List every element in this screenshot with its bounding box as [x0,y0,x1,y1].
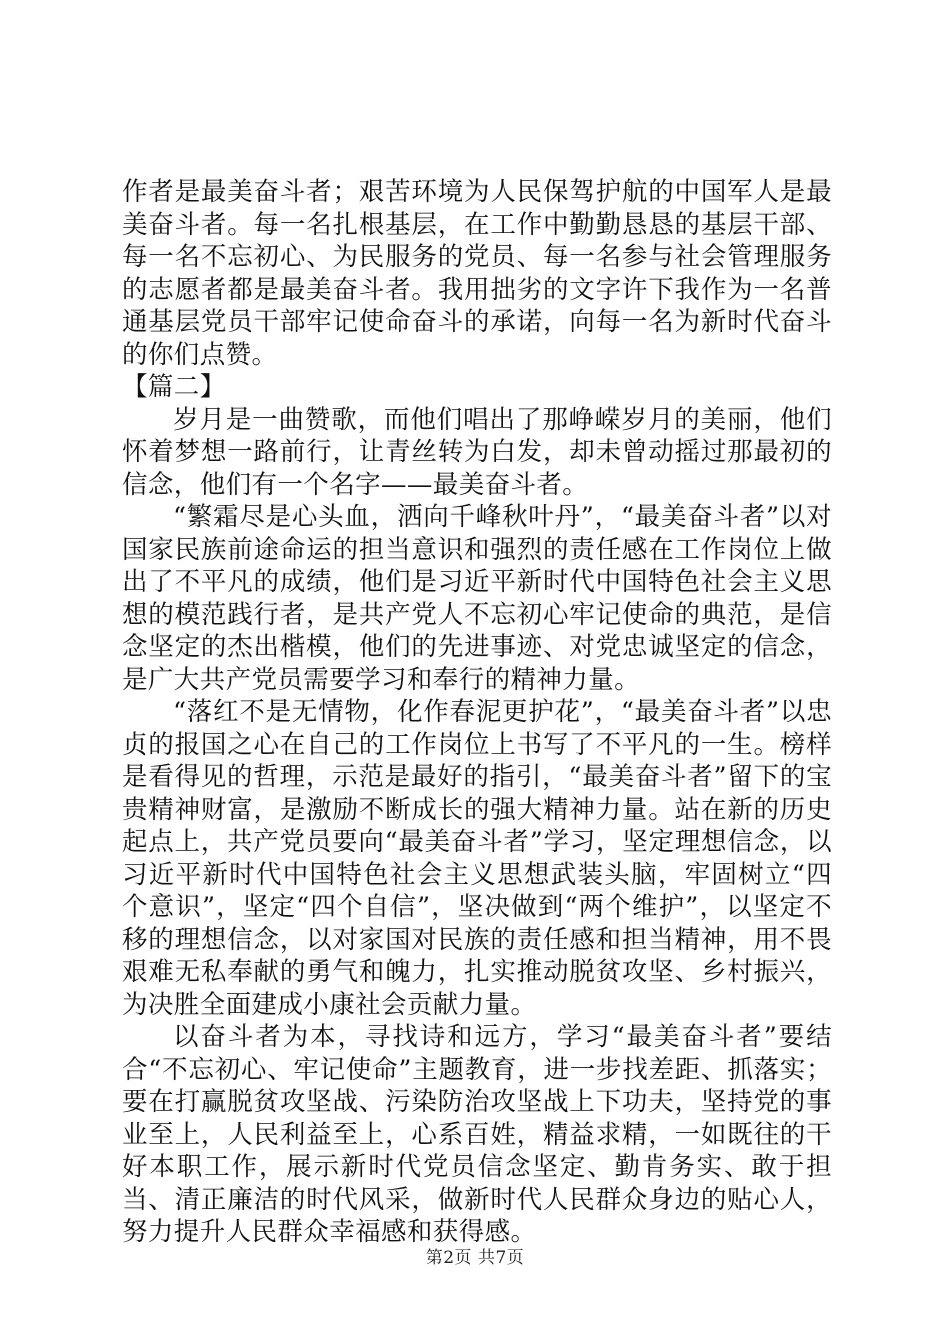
paragraph: “落红不是无情物，化作春泥更护花”，“最美奋斗者”以忠贞的报国之心在自己的工作岗位上书写了不平凡的一生。榜样是看得见的哲理，示范是最好的指引，“最美奋斗者”留下的宝贵精神财富，是激励不断成长的强大精神力量。站在新的历史起点上，共产党员要向“最美奋斗者”学习，坚定理想信念，以习近平新时代中国特色社会主义思想武装头脑，牢固树立“四个意识”，坚定“四个自信”，坚决做到“两个维护”，以坚定不移的理想信念，以对家国对民族的责任感和担当精神，用不畏艰难无私奉献的勇气和魄力，扎实推动脱贫攻坚、乡村振兴，为决胜全面建成小康社会贡献力量。 [122,697,832,1020]
page-footer: 第2页 共7页 [425,1248,525,1268]
paragraph: 以奋斗者为本，寻找诗和远方，学习“最美奋斗者”要结合“不忘初心、牢记使命”主题教育，进一步找差距、抓落实；要在打赢脱贫攻坚战、污染防治攻坚战上下功夫，坚持党的事业至上，人民利益至上，心系百姓，精益求精，一如既往的干好本职工作，展示新时代党员信念坚定、勤肯务实、敢于担当、清正廉洁的时代风采，做新时代人民群众身边的贴心人，努力提升人民群众幸福感和获得感。 [122,1022,832,1247]
section-heading: 【篇二】 [122,372,226,402]
paragraph: 岁月是一曲赞歌，而他们唱出了那峥嵘岁月的美丽，他们怀着梦想一路前行，让青丝转为白发，却未曾动摇过那最初的信念，他们有一个名字——最美奋斗者。 [122,404,832,500]
document-body [122,176,832,1249]
paragraph: “繁霜尽是心头血，洒向千峰秋叶丹”，“最美奋斗者”以对国家民族前途命运的担当意识和强烈的责任感在工作岗位上做出了不平凡的成绩，他们是习近平新时代中国特色社会主义思想的模范践行者，是共产党人不忘初心牢记使命的典范，是信念坚定的杰出楷模，他们的先进事迹、对党忠诚坚定的信念，是广大共产党员需要学习和奉行的精神力量。 [122,502,832,695]
paragraph-continuation: 作者是最美奋斗者；艰苦环境为人民保驾护航的中国军人是最美奋斗者。每一名扎根基层，在工作中勤勤恳恳的基层干部、每一名不忘初心、为民服务的党员、每一名参与社会管理服务的志愿者都是最美奋斗者。我用拙劣的文字许下我作为一名普通基层党员干部牢记使命奋斗的承诺，向每一名为新时代奋斗的你们点赞。 [122,177,832,370]
